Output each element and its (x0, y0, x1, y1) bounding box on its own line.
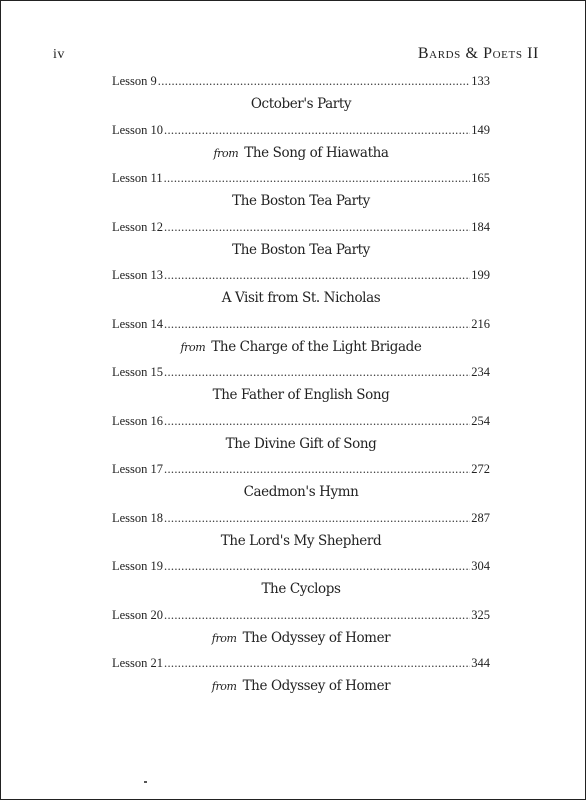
table-of-contents (112, 73, 490, 704)
dot-leader (164, 364, 470, 380)
lesson-title (112, 241, 490, 259)
page-number: 304 (471, 559, 490, 573)
toc-line (112, 510, 490, 526)
toc-entry (112, 170, 490, 219)
toc-entry (112, 461, 490, 510)
dot-leader (164, 461, 470, 477)
toc-line (112, 316, 490, 332)
lesson-title (112, 629, 490, 648)
lesson-title (112, 532, 490, 550)
page-number: 272 (471, 462, 490, 476)
from-prefix: from (211, 631, 237, 645)
page-number: 184 (471, 219, 490, 234)
lesson-title (112, 677, 490, 696)
page-number: 344 (471, 656, 490, 670)
lesson-title-text: The Song of Hiawatha (244, 144, 389, 161)
toc-entry (112, 219, 490, 268)
lesson-title-text: The Divine Gift of Song (225, 435, 377, 452)
toc-line (112, 607, 490, 623)
lesson-title-text: The Boston Tea Party (232, 241, 370, 258)
page-number: 254 (471, 413, 490, 428)
dot-leader (164, 316, 470, 332)
lesson-title-text: The Charge of the Light Brigade (211, 338, 422, 355)
dot-leader (164, 510, 470, 526)
lesson-label: Lesson 18 (112, 510, 164, 525)
lesson-label: Lesson 15 (112, 365, 164, 379)
lesson-title (112, 338, 490, 357)
lesson-title (112, 95, 490, 113)
toc-line (112, 267, 490, 283)
page-number: 165 (471, 171, 490, 185)
lesson-label: Lesson 20 (112, 607, 164, 622)
lesson-title-text: The Lord's My Shepherd (220, 532, 382, 549)
dot-leader (164, 170, 471, 186)
page-mark (144, 781, 147, 783)
lesson-title-text: The Father of English Song (212, 387, 390, 403)
lesson-label: Lesson 10 (112, 122, 164, 137)
dot-leader (158, 73, 470, 89)
toc-line (112, 461, 490, 477)
lesson-title (112, 144, 490, 163)
toc-entry (112, 413, 490, 462)
toc-line (112, 413, 490, 429)
lesson-label: Lesson 21 (112, 656, 164, 670)
page-number: 234 (471, 365, 490, 379)
lesson-title-text: A Visit from St. Nicholas (221, 290, 381, 306)
toc-entry (112, 122, 490, 171)
lesson-label: Lesson 14 (112, 316, 164, 331)
lesson-label: Lesson 9 (112, 74, 157, 88)
from-prefix: from (211, 680, 237, 693)
from-prefix: from (213, 146, 239, 160)
lesson-title-text: October's Party (250, 96, 352, 112)
page-number: 325 (471, 607, 490, 622)
page-number: 149 (471, 122, 490, 137)
toc-line (112, 122, 490, 138)
page-folio: iv (53, 47, 65, 62)
dot-leader (164, 607, 470, 623)
lesson-title (112, 580, 490, 598)
running-title: Bards & Poets II (417, 45, 539, 62)
lesson-label: Lesson 11 (112, 171, 163, 185)
page-header (53, 45, 539, 65)
toc-line (112, 655, 490, 671)
dot-leader (164, 655, 470, 671)
page-number: 216 (471, 316, 490, 331)
page-number: 133 (471, 74, 490, 88)
lesson-label: Lesson 12 (112, 219, 164, 234)
lesson-title-text: The Cyclops (261, 581, 341, 597)
lesson-title-text: The Boston Tea Party (232, 193, 370, 209)
lesson-title (112, 192, 490, 210)
lesson-title (112, 386, 490, 404)
toc-entry (112, 558, 490, 607)
dot-leader (164, 558, 470, 574)
toc-line (112, 73, 490, 89)
dot-leader (164, 122, 470, 138)
from-prefix: from (180, 340, 206, 354)
lesson-title (112, 435, 490, 453)
lesson-label: Lesson 13 (112, 268, 164, 282)
toc-line (112, 219, 490, 235)
toc-entry (112, 73, 490, 122)
toc-entry (112, 510, 490, 559)
toc-entry (112, 607, 490, 656)
toc-line (112, 364, 490, 380)
lesson-label: Lesson 19 (112, 559, 164, 573)
page-number: 287 (471, 510, 490, 525)
lesson-title-text: Caedmon's Hymn (243, 484, 359, 500)
page-number: 199 (471, 268, 490, 282)
toc-entry (112, 364, 490, 413)
lesson-title-text: The Odyssey of Homer (242, 678, 391, 694)
toc-line (112, 170, 490, 186)
dot-leader (164, 267, 470, 283)
toc-line (112, 558, 490, 574)
lesson-label: Lesson 17 (112, 462, 164, 476)
lesson-label: Lesson 16 (112, 413, 164, 428)
toc-entry (112, 316, 490, 365)
lesson-title-text: The Odyssey of Homer (242, 629, 391, 646)
lesson-title (112, 289, 490, 307)
toc-entry (112, 655, 490, 704)
toc-entry (112, 267, 490, 316)
dot-leader (164, 219, 470, 235)
dot-leader (164, 413, 470, 429)
lesson-title (112, 483, 490, 501)
